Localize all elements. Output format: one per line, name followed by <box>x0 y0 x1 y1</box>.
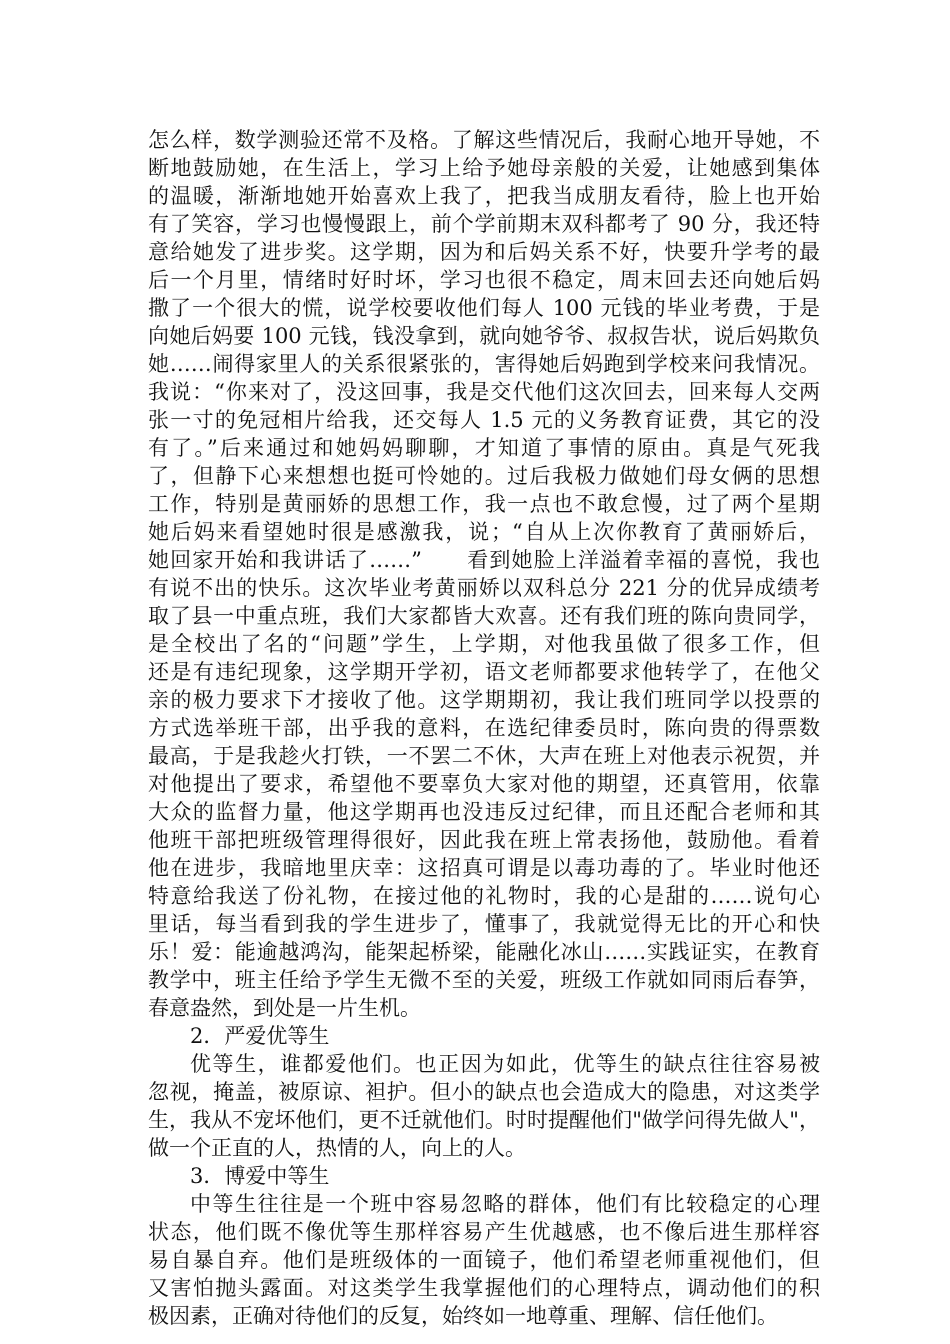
text-line: 撒了一个很大的慌，说学校要收他们每人 100 元钱的毕业考费，于是 <box>148 296 820 320</box>
text-line: 我说：“你来对了，没这回事，我是交代他们这次回去，回来每人交两 <box>148 380 820 404</box>
text-line: 的温暖，渐渐地她开始喜欢上我了，把我当成朋友看待，脸上也开始 <box>148 184 820 208</box>
text-line: 意给她发了进步奖。这学期，因为和后妈关系不好，快要升学考的最 <box>148 240 820 264</box>
text-line: 里话，每当看到我的学生进步了，懂事了，我就觉得无比的开心和快 <box>148 912 820 936</box>
text-line: 教学中，班主任给予学生无微不至的关爱，班级工作就如同雨后春笋， <box>148 968 820 992</box>
text-line: 有说不出的快乐。这次毕业考黄丽娇以双科总分 221 分的优异成绩考 <box>148 576 820 600</box>
text-line: 向她后妈要 100 元钱，钱没拿到，就向她爷爷、叔叔告状，说后妈欺负 <box>148 324 820 348</box>
text-line: 大众的监督力量，他这学期再也没违反过纪律，而且还配合老师和其 <box>148 800 820 824</box>
text-line: 断地鼓励她，在生活上，学习上给予她母亲般的关爱，让她感到集体 <box>148 156 820 180</box>
text-line: 对他提出了要求，希望他不要辜负大家对他的期望，还真管用，依靠 <box>148 772 820 796</box>
text-line: 她……闹得家里人的关系很紧张的，害得她后妈跑到学校来问我情况。 <box>148 352 820 376</box>
text-line: 最高，于是我趁火打铁，一不罢二不休，大声在班上对他表示祝贺，并 <box>148 744 820 768</box>
section-heading: 2．严爱优等生 <box>190 1024 330 1048</box>
text-line: 优等生，谁都爱他们。也正因为如此，优等生的缺点往往容易被 <box>190 1052 820 1076</box>
text-line: 她后妈来看望她时很是感激我，说；“自从上次你教育了黄丽娇后， <box>148 520 820 544</box>
text-line: 状态，他们既不像优等生那样容易产生优越感，也不像后进生那样容 <box>148 1220 820 1244</box>
text-line: 有了笑容，学习也慢慢跟上，前个学前期末双科都考了 90 分，我还特 <box>148 212 820 236</box>
text-line: 乐！爱：能逾越鸿沟，能架起桥梁，能融化冰山……实践证实，在教育 <box>148 940 820 964</box>
text-line: 做一个正直的人，热情的人，向上的人。 <box>148 1136 526 1160</box>
text-line: 他班干部把班级管理得很好，因此我在班上常表扬他，鼓励他。看着 <box>148 828 820 852</box>
text-line: 又害怕抛头露面。对这类学生我掌握他们的心理特点，调动他们的积 <box>148 1276 820 1300</box>
section-heading: 3．博爱中等生 <box>190 1164 330 1188</box>
text-line: 她回家开始和我讲话了……” 看到她脸上洋溢着幸福的喜悦，我也 <box>148 548 820 572</box>
text-line: 工作，特别是黄丽娇的思想工作，我一点也不敢怠慢，过了两个星期 <box>148 492 820 516</box>
text-line: 易自暴自弃。他们是班级体的一面镜子，他们希望老师重视他们，但 <box>148 1248 820 1272</box>
text-line: 方式选举班干部，出乎我的意料，在选纪律委员时，陈向贵的得票数 <box>148 716 820 740</box>
text-line: 还是有违纪现象，这学期开学初，语文老师都要求他转学了，在他父 <box>148 660 820 684</box>
text-line: 生，我从不宠坏他们，更不迁就他们。时时提醒他们"做学问得先做人"， <box>148 1108 820 1132</box>
text-line: 春意盎然，到处是一片生机。 <box>148 996 421 1020</box>
text-line: 了，但静下心来想想也挺可怜她的。过后我极力做她们母女俩的思想 <box>148 464 820 488</box>
text-line: 后一个月里，情绪时好时坏，学习也很不稳定，周末回去还向她后妈 <box>148 268 820 292</box>
text-line: 怎么样，数学测验还常不及格。了解这些情况后，我耐心地开导她，不 <box>148 128 820 152</box>
text-line: 忽视，掩盖，被原谅、袒护。但小的缺点也会造成大的隐患，对这类学 <box>148 1080 820 1104</box>
text-line: 特意给我送了份礼物，在接过他的礼物时，我的心是甜的……说句心 <box>148 884 820 908</box>
text-line: 极因素，正确对待他们的反复，始终如一地尊重、理解、信任他们。 <box>148 1304 778 1328</box>
text-line: 中等生往往是一个班中容易忽略的群体，他们有比较稳定的心理 <box>190 1192 820 1216</box>
text-line: 他在进步，我暗地里庆幸：这招真可谓是以毒功毒的了。毕业时他还 <box>148 856 820 880</box>
text-line: 有了。”后来通过和她妈妈聊聊，才知道了事情的原由。真是气死我 <box>148 436 820 460</box>
text-line: 张一寸的免冠相片给我，还交每人 1.5 元的义务教育证费，其它的没 <box>148 408 820 432</box>
text-line: 是全校出了名的“问题”学生，上学期，对他我虽做了很多工作，但 <box>148 632 820 656</box>
text-line: 亲的极力要求下才接收了他。这学期期初，我让我们班同学以投票的 <box>148 688 820 712</box>
text-line: 取了县一中重点班，我们大家都皆大欢喜。还有我们班的陈向贵同学， <box>148 604 820 628</box>
